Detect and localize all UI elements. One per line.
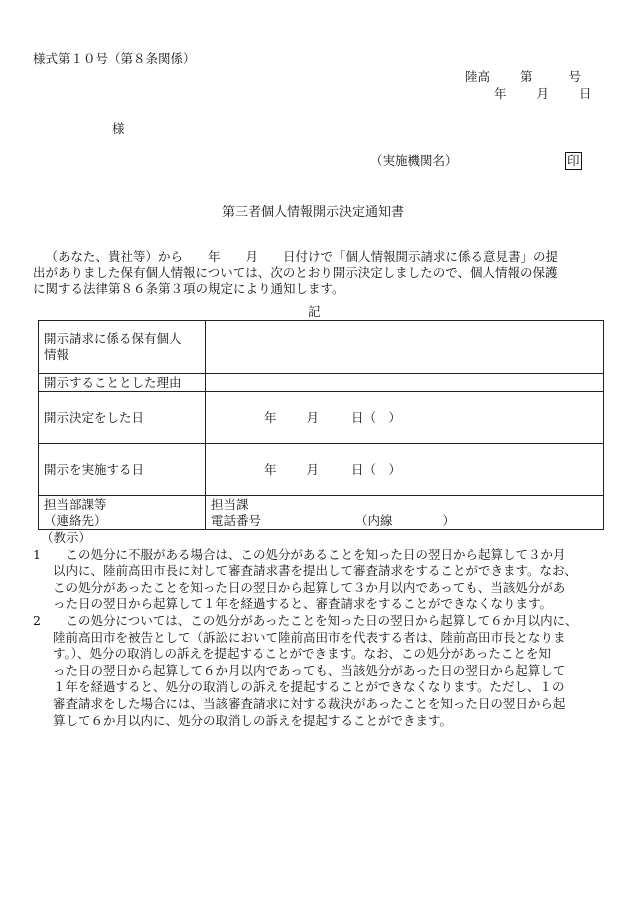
table-row (39, 321, 604, 374)
implementation-date-year: 年 (264, 461, 277, 477)
document-title: 第三者個人情報開示決定通知書 (222, 205, 405, 220)
contact-value (206, 496, 604, 530)
table-row (39, 496, 604, 530)
decision-date-month: 月 (306, 409, 319, 425)
instruction-item-number: 1 (33, 546, 41, 562)
info-label (39, 321, 206, 374)
doc-number-prefix: 陸高 (465, 69, 491, 84)
intro-line-2: 出がありました保有個人情報については、次のとおり開示決定しましたので、個人情報の保護 (33, 265, 558, 280)
notice-table (38, 320, 604, 530)
issue-date-day: 日 (578, 86, 592, 101)
seal-mark: 印 (567, 153, 580, 168)
instruction-item (33, 547, 608, 613)
instruction-section (33, 530, 608, 729)
implementation-date-value (206, 444, 604, 496)
decision-date-label: 開示決定をした日 (39, 392, 206, 444)
implementation-date-month: 月 (306, 461, 319, 477)
intro-line-1: （あなた、貴社等）から 年 月 日付けで「個人情報開示請求に係る意見書」の提 (45, 249, 559, 264)
document-number (465, 69, 581, 85)
doc-number-go: 号 (568, 69, 581, 84)
implementation-date-day: 日（ ） (350, 461, 401, 477)
info-label-line-2: 情報 (44, 347, 70, 362)
table-row (39, 392, 604, 444)
instruction-line: この処分に不服がある場合は、この処分があることを知った日の翌日から起算して３か月 (65, 546, 566, 562)
issuer-name: （実施機関名） (370, 153, 458, 168)
decision-date-value (206, 392, 604, 444)
doc-number-dai: 第 (519, 69, 533, 84)
instruction-line: この処分があったことを知った日の翌日から起算して３か月以内であっても、当該処分があ (53, 579, 566, 595)
instruction-line: １年を経過すると、処分の取消しの訴えを提起することができなくなります。ただし、１の (53, 679, 565, 695)
instruction-line: この処分については、この処分があったことを知った日の翌日から起算して６か月以内に、 (65, 612, 578, 628)
instruction-line: 以内に、陸前高田市長に対して審査請求書を提出して審査請求をすることができます。なお、 (53, 563, 578, 579)
instruction-line: 審査請求をした場合には、当該審査請求に対する裁決があったことを知った日の翌日から起 (53, 695, 566, 711)
table-row (39, 374, 604, 392)
issue-date-year: 年 (494, 86, 507, 101)
intro-paragraph (33, 249, 605, 297)
decision-date-day: 日（ ） (350, 409, 401, 425)
contact-label-line-2: （連絡先） (44, 512, 107, 528)
contact-phone-label: 電話番号 (211, 512, 262, 528)
ki-heading: 記 (308, 304, 321, 319)
intro-line-3: に関する法律第８６条第３項の規定により通知します。 (33, 281, 345, 296)
contact-section: 担当課 (211, 496, 249, 512)
info-label-line-1: 開示請求に係る保有個人 (44, 331, 182, 346)
instruction-line: す。）、処分の取消しの訴えを提起することができます。なお、この処分があったことを知 (53, 646, 551, 662)
instruction-item (33, 613, 608, 729)
info-value (206, 321, 604, 374)
instruction-line: 陸前高田市を被告として（訴訟において陸前高田市を代表する者は、陸前高田市長となりま (53, 629, 566, 645)
implementation-date-label: 開示を実施する日 (39, 444, 206, 496)
contact-label (39, 496, 206, 530)
addressee: 様 (112, 121, 125, 136)
issue-date (494, 86, 591, 102)
reason-value (206, 374, 604, 392)
instruction-line: った日の翌日から起算して６か月以内であっても、当該処分があった日の翌日から起算して (53, 662, 566, 678)
contact-label-line-1: 担当部課等 (44, 496, 107, 512)
instruction-heading: （教示） (41, 530, 92, 545)
contact-extension: （内線 ） (354, 512, 455, 528)
instruction-line: った日の翌日から起算して１年を経過すると、審査請求をすることができなくなります。 (53, 596, 553, 612)
decision-date-year: 年 (264, 409, 277, 425)
form-number: 様式第１０号（第８条関係） (33, 51, 196, 66)
instruction-item-number: 2 (33, 612, 41, 628)
reason-label: 開示することとした理由 (39, 374, 206, 392)
table-row (39, 444, 604, 496)
issue-date-month: 月 (536, 86, 549, 101)
instruction-line: 算して６か月以内に、処分の取消しの訴えを提起することができます。 (53, 712, 453, 728)
